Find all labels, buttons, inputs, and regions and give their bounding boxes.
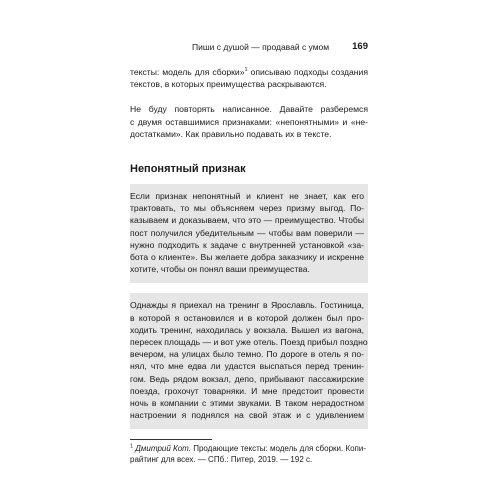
paragraph-3-line-3: казываем и доказываем, что это — преимущество. Чтобы (130, 215, 364, 226)
paragraph-3-line-6: бота о клиенте». Вы желаете добра заказчику и искренне (130, 252, 364, 263)
page-number: 169 (352, 41, 368, 52)
paragraph-4-line-1: Однажды я приехал на тренинг в Ярославль. Гостиница, (130, 300, 364, 311)
paragraph-3-line-5: нужно подходить к задаче с внутренней установкой «за- (130, 239, 364, 250)
paragraph-4-line-5: вечером, на улицах было темно. По дороге в отель я по- (130, 349, 364, 360)
paragraph-3-line-1: Если признак непонятный и клиент не знает, как его (130, 191, 364, 202)
highlighted-block-2 (130, 293, 368, 429)
paragraph-2-line-1: Не буду повторять написанное. Давайте разберемся (130, 104, 368, 115)
paragraph-3-line-7: хотите, чтобы он понял ваши преимущества. (130, 264, 310, 275)
paragraph-1-line-1a: тексты: модель для сборки» (130, 67, 245, 77)
paragraph-3-line-4: пост получился убедительным — чтобы вам поверили — (130, 227, 364, 238)
footnote-line-2: райтинг для всех. — СПб.: Питер, 2019. — 192 с. (130, 455, 313, 465)
paragraph-4-line-3: ходить тренинг, находилась у вокзала. Вышел из вагона, (130, 324, 364, 335)
paragraph-2 (130, 103, 368, 140)
footnote-rule (130, 439, 212, 440)
paragraph-1 (130, 66, 368, 90)
paragraph-2-line-3: достатками». Как правильно подавать их в тексте. (130, 128, 332, 139)
paragraph-4-line-9: ночь в компании с этими звуками. В таком нерадостном (130, 398, 364, 409)
paragraph-1-line-1b: описываю подходы создания (247, 67, 368, 77)
highlighted-block (130, 184, 368, 283)
section-heading: Непонятный признак (130, 163, 246, 176)
footnote-marker: 1 (130, 443, 134, 450)
paragraph-4-line-2: в которой я остановился и в которой должен был про- (130, 312, 364, 323)
paragraph-3-line-2: трактовать, то мы объясняем через призму выгод. По- (130, 203, 364, 214)
footnote-author: Дмитрий Кот. (135, 444, 191, 454)
running-title: Пиши с душой — продавай с умом (192, 42, 330, 52)
paragraph-4-line-10: настроении я поднялся на свой этаж и с удивлением (130, 410, 364, 421)
page-header (146, 40, 368, 54)
page-body (130, 66, 368, 465)
footnote-line-1: Продающие тексты: модель для сборки. Копи- (190, 444, 367, 454)
paragraph-3 (130, 190, 368, 275)
paragraph-2-line-2: с двумя оставшимися признаками: «непонятными» и «не- (130, 116, 368, 127)
paragraph-4-line-4: пересек площадь — и вот уже отель. Поезд прибыл поздно (130, 337, 368, 348)
footnote (130, 443, 368, 465)
paragraph-4-line-6: нял, что мне едва ли удастся выспаться перед тренин- (130, 361, 364, 372)
paragraph-4-line-8: поезда, грохочут товарняки. И мне предстоит провести (130, 385, 364, 396)
paragraph-4 (130, 299, 368, 421)
footnote-reference: 1 (244, 67, 248, 74)
paragraph-1-line-2: текстов, в которых преимущества раскрываются. (130, 79, 327, 90)
paragraph-4-line-7: гом. Ведь рядом вокзал, депо, прибывают пассажирские (130, 373, 364, 384)
